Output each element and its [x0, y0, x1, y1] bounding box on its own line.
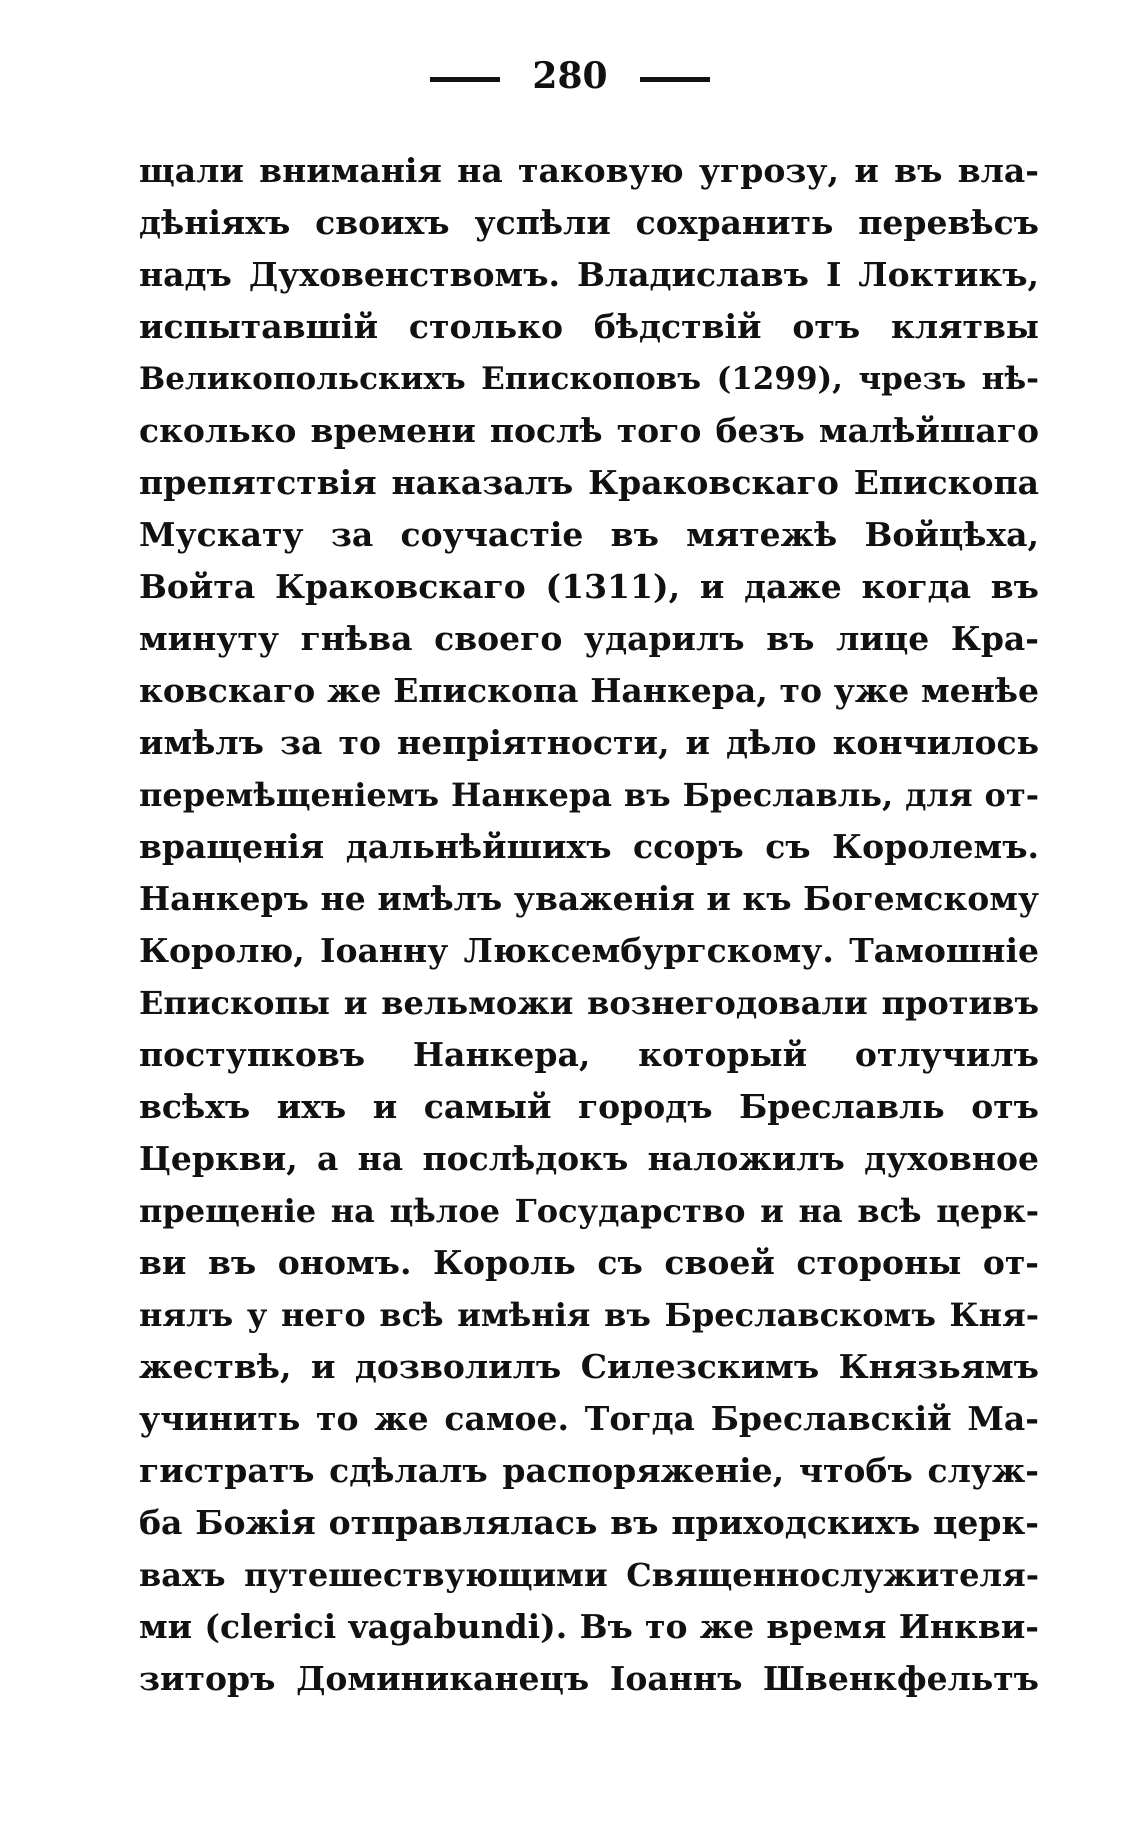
text-line: препятствія наказалъ Краковскаго Епископа — [139, 463, 1039, 502]
text-line: дѣніяхъ своихъ успѣли сохранить перевѣсъ — [139, 203, 1039, 242]
text-line: нялъ у него всѣ имѣнія въ Бреславскомъ Кня- — [139, 1296, 1039, 1334]
text-line: минуту гнѣва своего ударилъ въ лице Кра- — [139, 619, 1039, 658]
text-line: Войта Краковскаго (1311), и даже когда въ — [139, 567, 1039, 606]
text-line: поступковъ Нанкера, который отлучилъ — [139, 1035, 1039, 1074]
text-line: вахъ путешествующими Священнослужителя- — [139, 1556, 1039, 1594]
text-line: Королю, Іоанну Люксембургскому. Тамошніе — [139, 931, 1039, 970]
text-line: прещеніе на цѣлое Государство и на всѣ церк- — [139, 1192, 1039, 1230]
text-line: Епископы и вельможи вознегодовали противъ — [139, 984, 1039, 1022]
text-line: щали вниманія на таковую угрозу, и въ вла- — [139, 151, 1039, 190]
text-line: сколько времени послѣ того безъ малѣйшаго — [139, 411, 1039, 450]
text-line: перемѣщеніемъ Нанкера въ Бреславль, для от- — [139, 776, 1039, 814]
text-line: имѣлъ за то непріятности, и дѣло кончилось — [139, 723, 1039, 762]
text-line: учинить то же самое. Тогда Бреславскій Ма- — [139, 1399, 1039, 1438]
header-left-dash — [430, 77, 500, 82]
text-line: ба Божія отправлялась въ приходскихъ церк- — [139, 1503, 1039, 1542]
page-header — [0, 55, 1140, 97]
text-line: ви въ ономъ. Король съ своей стороны от- — [139, 1243, 1039, 1282]
header-right-dash — [640, 77, 710, 82]
text-line: жествѣ, и дозволилъ Силезскимъ Князьямъ — [139, 1347, 1039, 1386]
text-line: Великопольскихъ Епископовъ (1299), чрезъ нѣ- — [139, 361, 1039, 397]
page-number: 280 — [532, 55, 608, 97]
text-line: Нанкеръ не имѣлъ уваженія и къ Богемскому — [139, 879, 1039, 918]
text-line: ми (clerici vagabundi). Въ то же время Инкви- — [139, 1607, 1039, 1646]
text-line: Церкви, а на послѣдокъ наложилъ духовное — [139, 1139, 1039, 1178]
text-line: зиторъ Доминиканецъ Іоаннъ Швенкфельтъ — [139, 1659, 1039, 1698]
text-line: Мускату за соучастіе въ мятежѣ Войцѣха, — [139, 515, 1039, 554]
body-text — [139, 145, 1039, 1705]
text-line: ковскаго же Епископа Нанкера, то уже менѣе — [139, 671, 1039, 710]
text-line: надъ Духовенствомъ. Владиславъ I Локтикъ, — [139, 255, 1039, 294]
text-line: испытавшій столько бѣдствій отъ клятвы — [139, 307, 1039, 346]
text-line: гистратъ сдѣлалъ распоряженіе, чтобъ служ- — [139, 1451, 1039, 1490]
text-line: всѣхъ ихъ и самый городъ Бреславль отъ — [139, 1087, 1039, 1126]
text-line: вращенія дальнѣйшихъ ссоръ съ Королемъ. — [139, 827, 1039, 866]
